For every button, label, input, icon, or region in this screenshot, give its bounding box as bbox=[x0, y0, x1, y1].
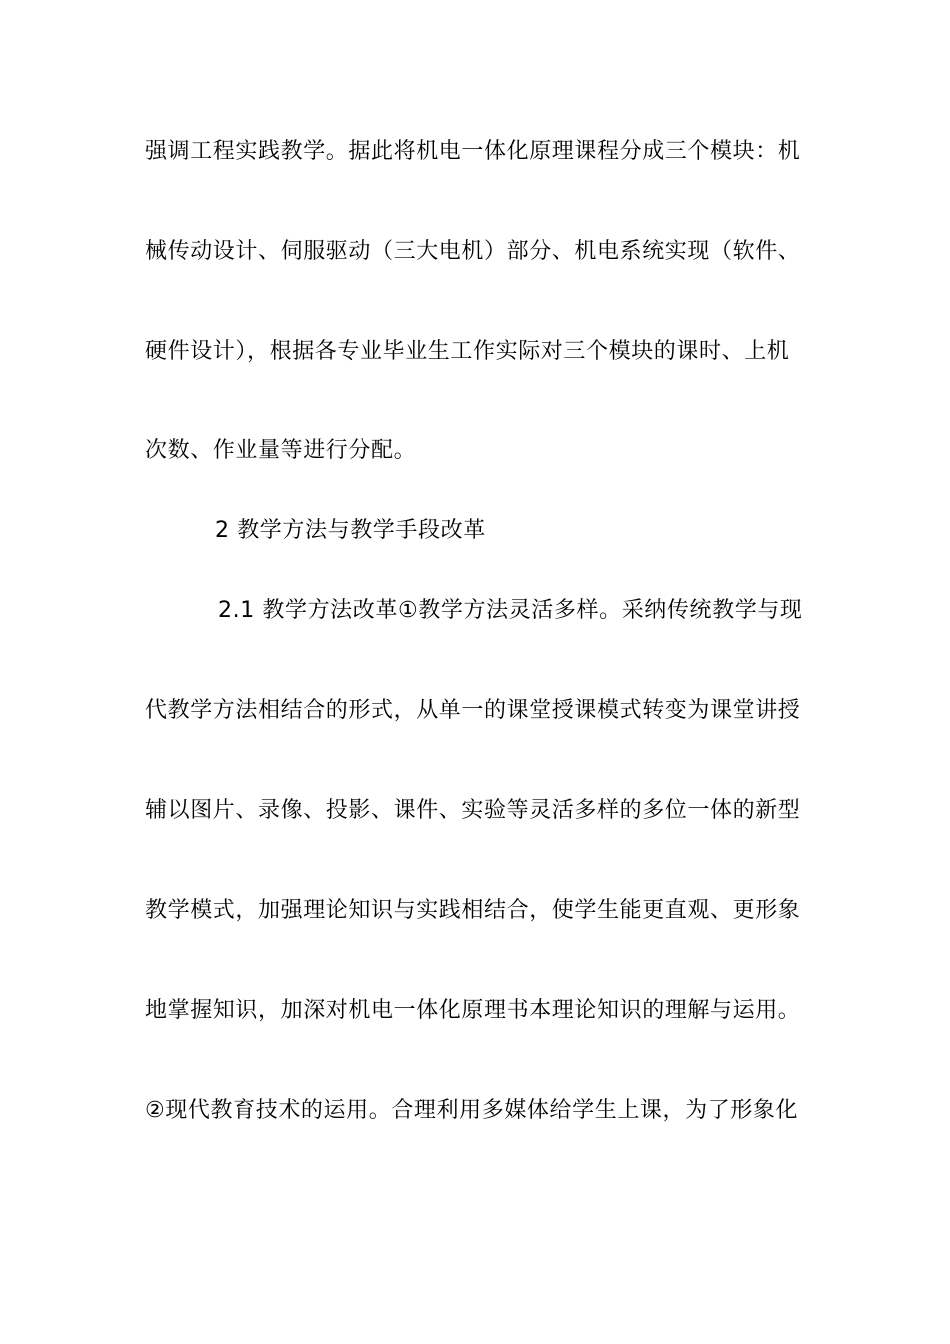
paragraph-line: 硬件设计），根据各专业毕业生工作实际对三个模块的课时、上机 bbox=[145, 339, 790, 364]
paragraph-line: 械传动设计、伺服驱动（三大电机）部分、机电系统实现（软件、 bbox=[145, 239, 801, 264]
paragraph-line: ②现代教育技术的运用。合理利用多媒体给学生上课，为了形象化 bbox=[145, 1098, 799, 1123]
paragraph-line: 次数、作业量等进行分配。 bbox=[145, 438, 417, 463]
paragraph-line: 强调工程实践教学。据此将机电一体化原理课程分成三个模块：机 bbox=[145, 139, 801, 164]
subsection-line: 2.1 教学方法改革①教学方法灵活多样。采纳传统教学与现 bbox=[218, 598, 803, 623]
paragraph-line: 地掌握知识，加深对机电一体化原理书本理论知识的理解与运用。 bbox=[145, 998, 801, 1023]
paragraph-line: 辅以图片、录像、投影、课件、实验等灵活多样的多位一体的新型 bbox=[145, 798, 801, 823]
paragraph-line: 教学模式，加强理论知识与实践相结合，使学生能更直观、更形象 bbox=[145, 898, 801, 923]
section-heading: 2 教学方法与教学手段改革 bbox=[215, 518, 486, 543]
paragraph-line: 代教学方法相结合的形式，从单一的课堂授课模式转变为课堂讲授 bbox=[145, 698, 801, 723]
